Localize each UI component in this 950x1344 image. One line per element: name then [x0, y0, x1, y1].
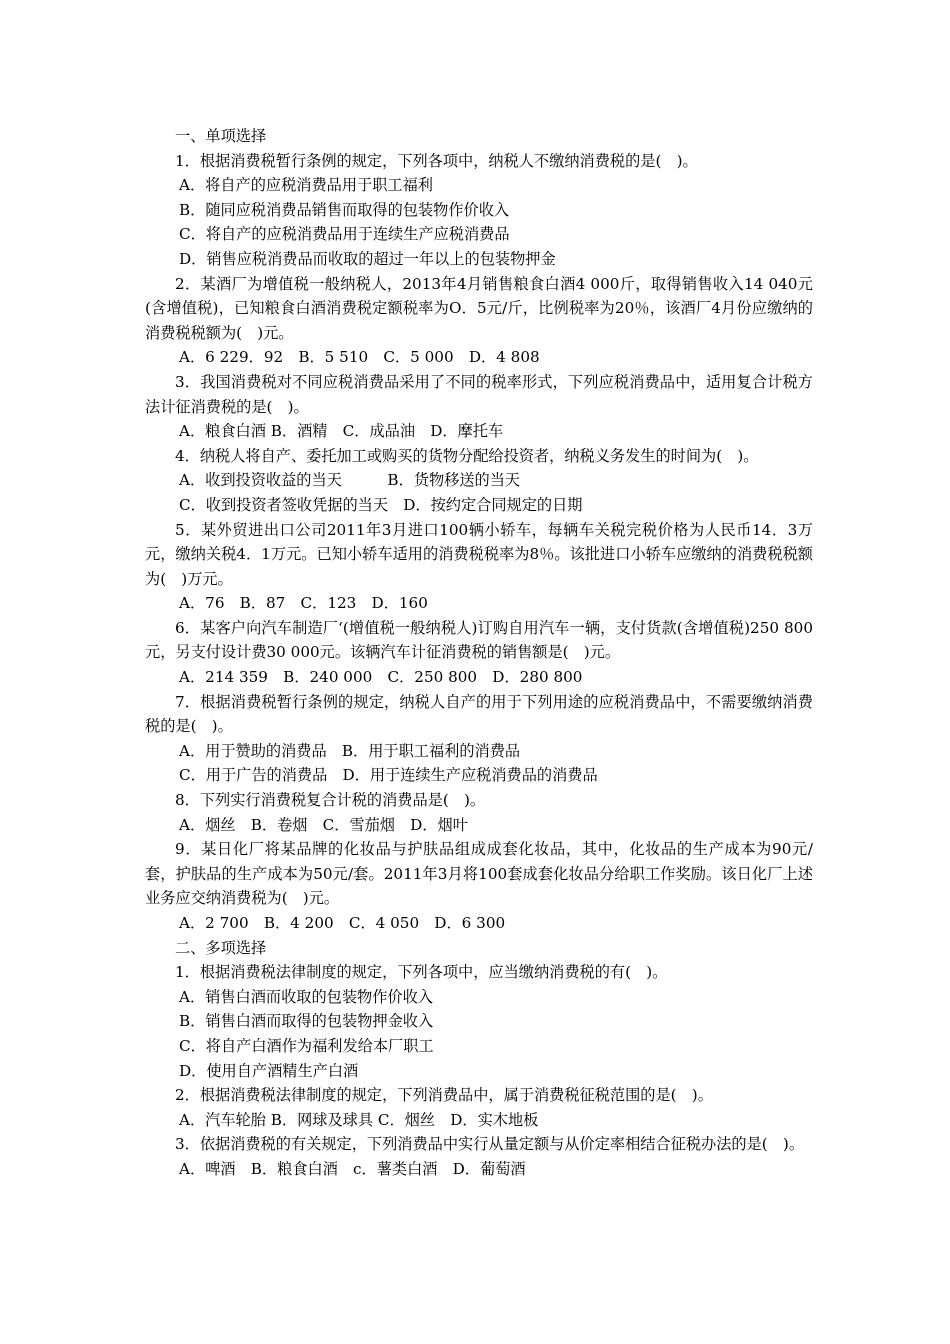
question-stem: 1．根据消费税法律制度的规定，下列各项中，应当缴纳消费税的有( )。: [175, 963, 668, 982]
question-option: A．销售白酒而收取的包装物作价收入: [179, 987, 433, 1006]
question-option: A．2 700 B．4 200 C．4 050 D．6 300: [179, 914, 506, 932]
question-stem: 7．根据消费税暂行条例的规定，纳税人自产的用于下列用途的应税消费品中，不需要缴纳消费税的是( )。: [145, 692, 813, 736]
question-stem: 9．某日化厂将某品牌的化妆品与护肤品组成成套化妆品，其中，化妆品的生产成本为90元/套，护肤品的生产成本为50元/套。2011年3月将100套成套化妆品分给职工作奖励。该日化厂上述业务应交纳消费税为( )元。: [145, 840, 813, 908]
question-option: A．啤酒 B．粮食白酒 c．薯类白酒 D．葡萄酒: [179, 1159, 526, 1178]
question-stem: 4．纳税人将自产、委托加工或购买的货物分配给投资者，纳税义务发生的时间为( )。: [175, 446, 759, 465]
section-heading: 一、单项选择: [175, 127, 267, 145]
question-option: C．用于广告的消费品 D．用于连续生产应税消费品的消费品: [179, 766, 598, 785]
question-stem: 1．根据消费税暂行条例的规定，下列各项中，纳税人不缴纳消费税的是( )。: [175, 151, 698, 170]
question-option: A．用于赞助的消费品 B．用于职工福利的消费品: [179, 741, 521, 760]
question-stem: 2．根据消费税法律制度的规定，下列消费品中，属于消费税征税范围的是( )。: [175, 1086, 713, 1105]
question-stem: 8．下列实行消费税复合计税的消费品是( )。: [175, 791, 486, 810]
question-option: D．销售应税消费品而收取的超过一年以上的包装物押金: [179, 249, 556, 268]
question-option: B．随同应税消费品销售而取得的包装物作价收入: [179, 200, 510, 219]
document-body: [145, 124, 813, 1182]
question-option: A．烟丝 B．卷烟 C．雪茄烟 D．烟叶: [179, 815, 468, 834]
question-option: A．将自产的应税消费品用于职工福利: [179, 176, 433, 195]
question-option: D．使用自产酒精生产白酒: [179, 1061, 359, 1080]
question-stem: 3．依据消费税的有关规定，下列消费品中实行从量定额与从价定率相结合征税办法的是( )。: [175, 1135, 805, 1154]
question-option: A．粮食白酒 B．酒精 C．成品油 D．摩托车: [179, 422, 504, 441]
question-option: C．将自产白酒作为福利发给本厂职工: [179, 1036, 434, 1055]
question-option: A．汽车轮胎 B．网球及球具 C．烟丝 D．实木地板: [179, 1110, 539, 1129]
question-stem: 2．某酒厂为增值税一般纳税人，2013年4月销售粮食白酒4 000斤，取得销售收入14 040元(含增值税)，已知粮食白酒消费税定额税率为O．5元/斤，比例税率为20％，该酒厂4月份应缴纳的消费税税额为( )元。: [145, 274, 813, 342]
question-option: A．收到投资收益的当天 B．货物移送的当天: [179, 471, 521, 490]
question-option: C．收到投资者签收凭据的当天 D．按约定合同规定的日期: [179, 495, 583, 514]
question-stem: 5．某外贸进出口公司2011年3月进口100辆小轿车，每辆车关税完税价格为人民币14．3万元，缴纳关税4．1万元。已知小轿车适用的消费税税率为8％。该批进口小轿车应缴纳的消费税税额为( )万元。: [145, 520, 813, 588]
question-option: B．销售白酒而取得的包装物押金收入: [179, 1012, 434, 1031]
question-option: A．214 359 B．240 000 C．250 800 D．280 800: [179, 668, 583, 687]
question-option: A．76 B．87 C．123 D．160: [179, 594, 428, 613]
question-stem: 6．某客户向汽车制造厂‘(增值税一般纳税人)订购自用汽车一辆，支付货款(含增值税)250 800元，另支付设计费30 000元。该辆汽车计征消费税的销售额是( )元。: [145, 618, 813, 662]
question-option: A．6 229．92 B．5 510 C．5 000 D．4 808: [179, 348, 540, 367]
question-option: C．将自产的应税消费品用于连续生产应税消费品: [179, 225, 510, 244]
question-stem: 3．我国消费税对不同应税消费品采用了不同的税率形式，下列应税消费品中，适用复合计税方法计征消费税的是( )。: [145, 372, 813, 416]
section-heading: 二、多项选择: [175, 938, 267, 957]
